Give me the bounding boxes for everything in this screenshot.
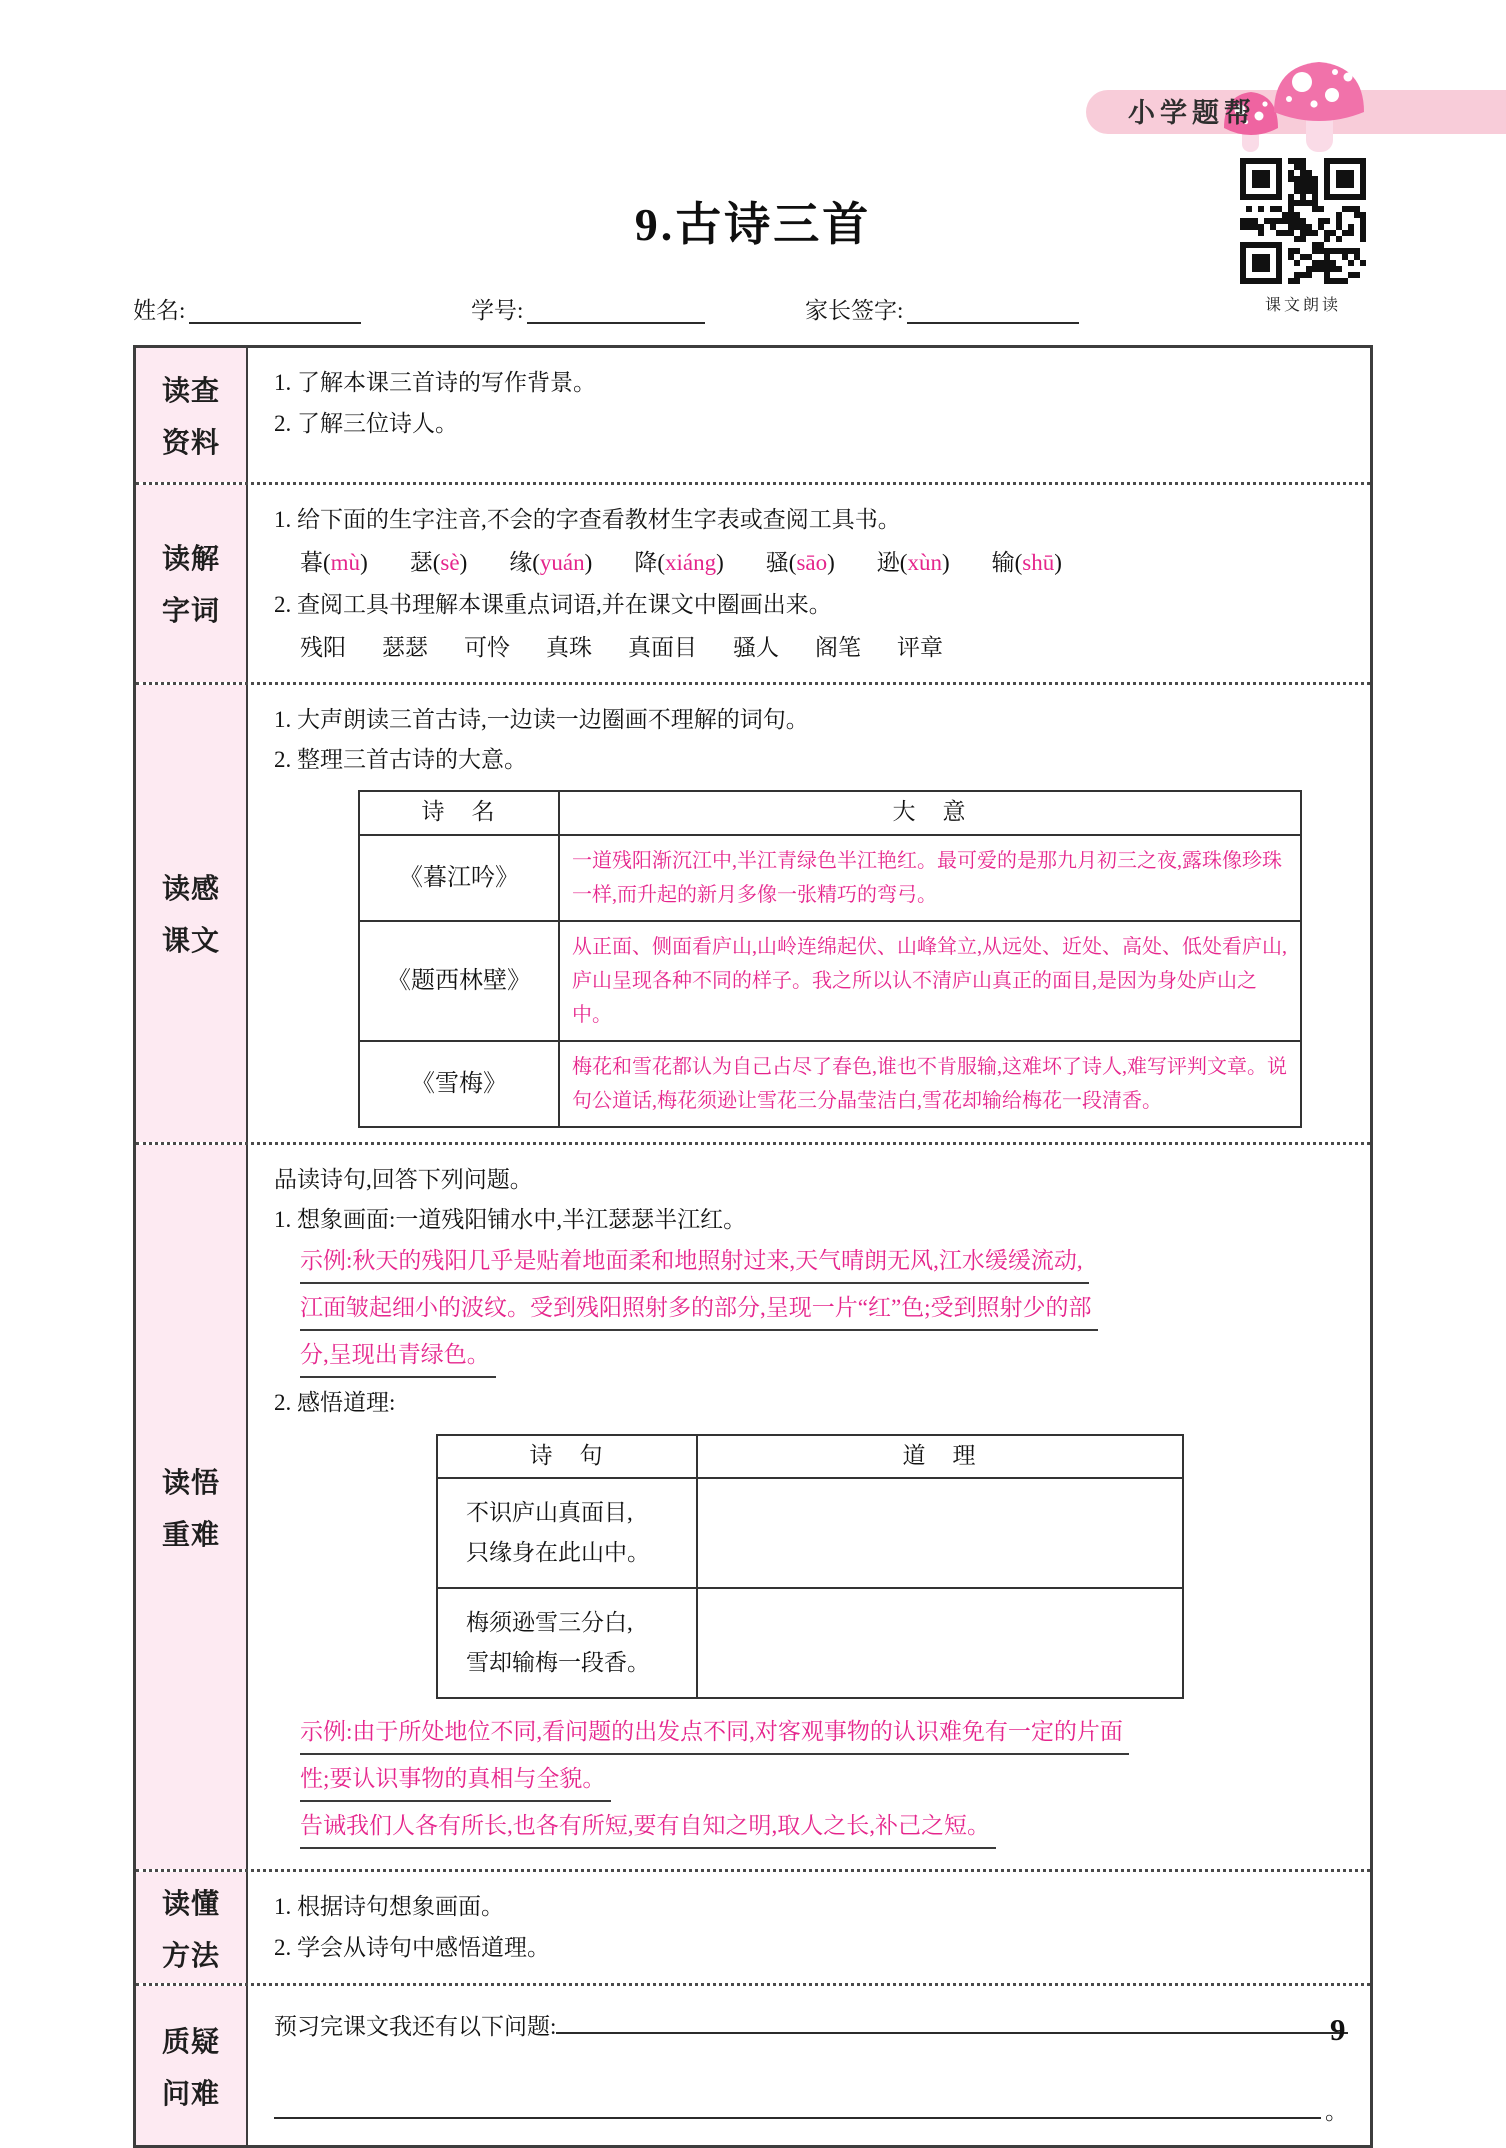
section-label (136, 1986, 248, 2145)
prep-table (133, 345, 1373, 2148)
verse-cell (437, 1478, 697, 1588)
hanzi: 暮 (300, 549, 323, 575)
table-row (437, 1478, 1183, 1588)
section-label-line2: 问难 (161, 2078, 220, 2110)
answer-line: 示例:秋天的残阳几乎是贴着地面柔和地照射过来,天气晴朗无风,江水缓缓流动, (300, 1242, 1089, 1284)
section-label-line2: 资料 (161, 428, 220, 459)
answer-block-1 (300, 1242, 1348, 1378)
pinyin: shū (1022, 549, 1055, 575)
section-label (136, 1145, 248, 1869)
pinyin-word (509, 544, 592, 583)
answer-line: 江面皱起细小的波纹。受到残阳照射多的部分,呈现一片“红”色;受到照射少的部 (300, 1289, 1098, 1331)
term-list (300, 629, 1348, 668)
brand-name: 小学题帮 (1128, 98, 1256, 128)
verse-truth-table (436, 1434, 1184, 1699)
paren: ) (716, 549, 724, 575)
question-blank-row (274, 2091, 1348, 2132)
section-read-text (136, 682, 1370, 1142)
paren: ) (1054, 549, 1062, 575)
task-item: 2. 整理三首古诗的大意。 (274, 747, 527, 773)
section-read-method (136, 1869, 1370, 1983)
term: 瑟瑟 (382, 634, 428, 660)
poem-name: 《雪梅》 (359, 1041, 559, 1127)
qr-caption: 课文朗读 (1264, 297, 1341, 314)
verse-line: 不识庐山真面目, (466, 1499, 633, 1525)
hanzi: 瑟 (409, 549, 433, 575)
poem-meaning: 梅花和雪花都认为自己占尽了春色,谁也不肯服输,这难坏了诗人,难写评判文章。说句公道话,梅花须逊让雪花三分晶莹洁白,雪花却输给梅花一段清香。 (559, 1041, 1301, 1127)
header-truth: 道 理 (697, 1435, 1183, 1478)
task-item: 1. 给下面的生字注音,不会的字查看教材生字表或查阅工具书。 (274, 507, 901, 532)
hanzi: 输 (991, 549, 1015, 575)
paren: ) (827, 549, 835, 575)
section-content (248, 348, 1370, 482)
pinyin: sè (440, 549, 460, 575)
section-content (248, 685, 1370, 1142)
paren: ) (584, 549, 593, 575)
answer-block-2 (300, 1713, 1348, 1849)
section-label-line1: 质疑 (161, 2026, 220, 2058)
table-row (359, 1041, 1301, 1127)
header-poem-name: 诗 名 (359, 791, 559, 835)
section-label-line2: 方法 (161, 1940, 220, 1972)
student-name-label: 姓名: (133, 298, 186, 323)
section-label-line2: 字词 (161, 596, 220, 628)
student-name-blank (189, 298, 361, 324)
paren: ( (323, 549, 331, 575)
question-blank-2 (274, 2091, 1321, 2119)
section-label-line1: 读解 (161, 544, 220, 576)
paren: ) (459, 549, 468, 575)
lesson-title: 9.古诗三首 (634, 199, 872, 250)
parent-sign-blank (907, 298, 1079, 324)
student-id-blank (527, 298, 705, 324)
pinyin-word (877, 544, 950, 583)
header-poem-meaning: 大 意 (559, 791, 1301, 835)
truth-cell-blank (697, 1478, 1183, 1588)
task-item: 1. 根据诗句想象画面。 (274, 1893, 504, 1919)
term: 评章 (897, 634, 943, 660)
pinyin: xiáng (664, 549, 717, 575)
student-id-label: 学号: (471, 298, 524, 323)
verse-line: 梅须逊雪三分白, (466, 1609, 633, 1635)
question-prompt-row (274, 2006, 1348, 2047)
term: 真面目 (628, 634, 697, 660)
page-number: 9 (1330, 2012, 1346, 2047)
paren: ( (432, 549, 441, 575)
verse-cell (437, 1588, 697, 1698)
section-content (248, 1986, 1370, 2145)
answer-line: 性;要认识事物的真相与全貌。 (300, 1760, 611, 1802)
hanzi: 逊 (876, 549, 900, 575)
poem-meaning: 从正面、侧面看庐山,山岭连绵起伏、山峰耸立,从远处、近处、高处、低处看庐山,庐山呈现各种不同的样子。我之所以认不清庐山真正的面目,是因为身处庐山之中。 (559, 921, 1301, 1041)
section-label-line2: 重难 (161, 1519, 220, 1551)
header-verse: 诗 句 (437, 1435, 697, 1478)
pinyin-word (300, 544, 368, 583)
paren: ( (1014, 549, 1023, 575)
student-info-row (133, 292, 1373, 332)
paren: ) (941, 549, 950, 575)
section-label-line1: 读查 (161, 376, 220, 407)
hanzi: 降 (634, 549, 658, 575)
section-label-line1: 读懂 (161, 1888, 220, 1920)
task-item: 2. 了解三位诗人。 (274, 410, 458, 436)
task-item: 2. 学会从诗句中感悟道理。 (274, 1934, 550, 1960)
verse-line: 只缘身在此山中。 (466, 1540, 650, 1566)
pinyin-word (766, 544, 835, 583)
period-mark: 。 (1325, 2098, 1348, 2124)
task-intro: 品读诗句,回答下列问题。 (274, 1166, 533, 1192)
term: 残阳 (300, 634, 346, 660)
section-label (136, 685, 248, 1142)
table-row (359, 921, 1301, 1041)
question-blank-1 (556, 2006, 1348, 2034)
question-2: 2. 感悟道理: (274, 1389, 396, 1415)
hanzi: 缘 (509, 549, 533, 575)
section-questions (136, 1983, 1370, 2145)
truth-cell-blank (697, 1588, 1183, 1698)
pinyin: mù (330, 549, 361, 575)
term: 可怜 (464, 634, 510, 660)
pinyin: yuán (539, 549, 585, 575)
section-content (248, 1145, 1370, 1869)
term: 骚人 (733, 634, 779, 660)
student-id-group (471, 292, 705, 325)
pinyin-word (634, 544, 723, 583)
paren: ( (788, 549, 797, 575)
pinyin-word (410, 544, 468, 583)
term: 真珠 (546, 634, 592, 660)
task-item: 2. 查阅工具书理解本课重点词语,并在课文中圈画出来。 (274, 592, 832, 618)
section-content (248, 485, 1370, 682)
pinyin: xùn (907, 549, 942, 575)
pinyin-word-list (300, 544, 1348, 583)
section-read-research (136, 348, 1370, 482)
question-1: 1. 想象画面:一道残阳铺水中,半江瑟瑟半江红。 (274, 1207, 747, 1233)
paren: ( (657, 549, 665, 575)
answer-line: 告诫我们人各有所长,也各有所短,要有自知之明,取人之长,补己之短。 (300, 1807, 996, 1849)
parent-sign-label: 家长签字: (805, 298, 904, 323)
answer-line: 分,呈现出青绿色。 (300, 1336, 496, 1378)
section-read-words (136, 482, 1370, 682)
section-label-line1: 读悟 (161, 1467, 220, 1499)
question-prompt: 预习完课文我还有以下问题: (274, 2014, 557, 2040)
parent-sign-group (805, 292, 1079, 325)
section-label (136, 1872, 248, 1983)
table-row (437, 1588, 1183, 1698)
student-name-group (133, 292, 361, 325)
poem-name: 《题西林壁》 (359, 921, 559, 1041)
section-label-line1: 读感 (161, 874, 220, 906)
poem-name: 《暮江吟》 (359, 835, 559, 921)
verse-line: 雪却输梅一段香。 (466, 1650, 650, 1676)
table-header-row (437, 1435, 1183, 1478)
pinyin-word (992, 544, 1062, 583)
paren: ( (532, 549, 540, 575)
section-label (136, 348, 248, 482)
table-header-row (359, 791, 1301, 835)
table-row (359, 835, 1301, 921)
term: 阁笔 (815, 634, 861, 660)
paren: ) (360, 549, 368, 575)
poem-meaning-table (358, 790, 1302, 1128)
section-content (248, 1872, 1370, 1983)
answer-line: 示例:由于所处地位不同,看问题的出发点不同,对客观事物的认识难免有一定的片面 (300, 1713, 1129, 1755)
task-item: 1. 大声朗读三首古诗,一边读一边圈画不理解的词句。 (274, 706, 809, 732)
paren: ( (899, 549, 908, 575)
poem-meaning: 一道残阳渐沉江中,半江青绿色半江艳红。最可爱的是那九月初三之夜,露珠像珍珠一样,而升起的新月多像一张精巧的弯弓。 (559, 835, 1301, 921)
section-label (136, 485, 248, 682)
hanzi: 骚 (765, 549, 789, 575)
section-label-line2: 课文 (161, 926, 220, 958)
pinyin: sāo (796, 549, 828, 575)
section-read-key-points (136, 1142, 1370, 1869)
task-item: 1. 了解本课三首诗的写作背景。 (274, 370, 596, 395)
